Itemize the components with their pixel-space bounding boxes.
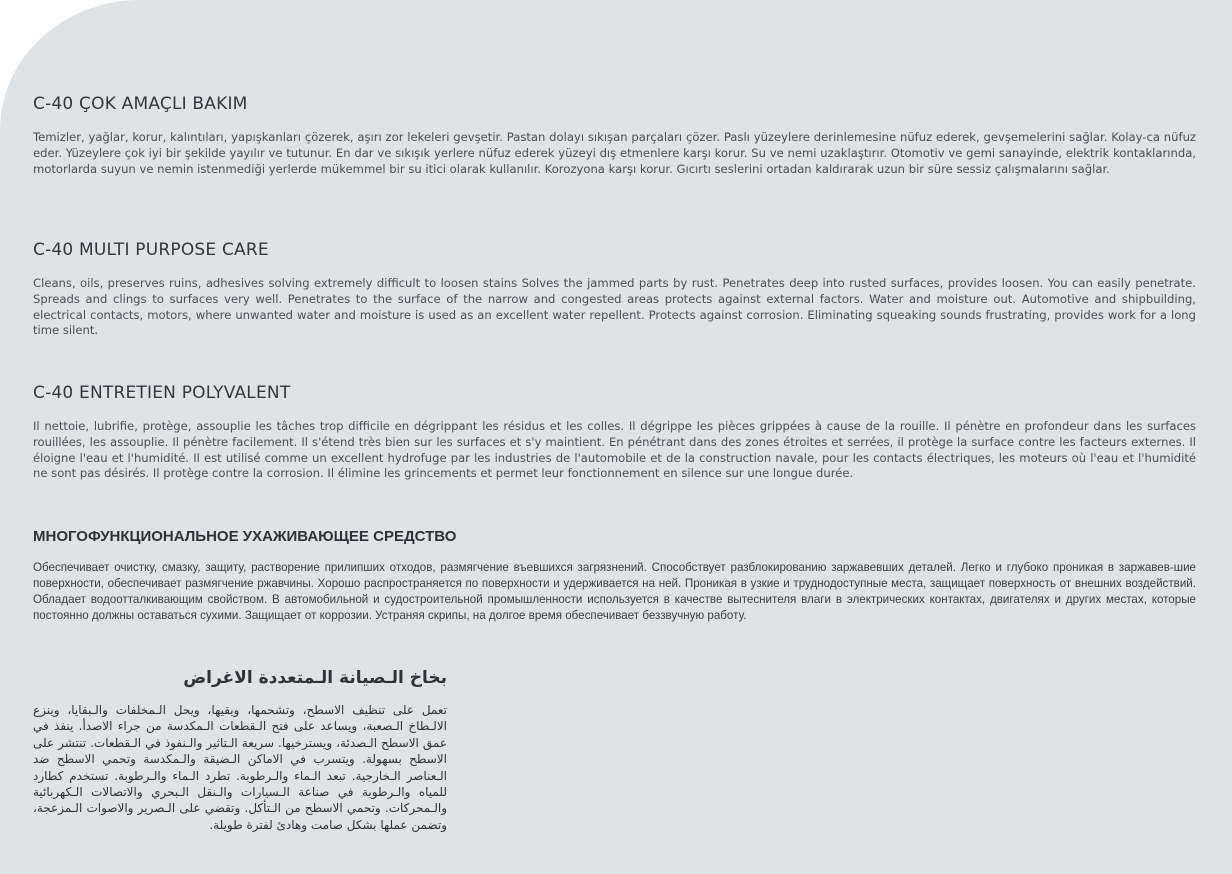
section-english bbox=[33, 240, 1196, 339]
body-english: Cleans, oils, preserves ruins, adhesives solving extremely difficult to loosen stains Solves the jammed parts by rust. Penetrates deep into rusted surfaces, provides loosen. You can easily penetrate. Spreads and clings to surfaces very well. Penetrates to the surface of the narrow and congested areas protects against external factors. Water and moisture out. Automotive and shipbuilding, electrical contacts, motors, where unwanted water and moisture is used as an excellent water repellent. Protects against corrosion. Eliminating squeaking sounds frustrating, provides work for a long time silent. bbox=[33, 276, 1196, 338]
body-russian: Обеспечивает очистку, смазку, защиту, растворение прилипших отходов, размягчение въевшихся загрязнений. Способствует разблокированию заржавевших деталей. Легко и глубоко проникая в заржавев-шие поверхности, обеспечивает размягчение ржавчины. Хорошо распространяется по поверхности и удерживается на ней. Проникая в узкие и труднодоступные места, защищает поверхность от внешних воздействий. Обладает водоотталкивающим свойством. В автомобильной и судостроительной промышленности используется в качестве вытеснителя влаги в электрических контактах, двигателях и других местах, которые постоянно должны оставаться сухими. Защищает от коррозии. Устраняя скрипы, на долгое время обеспечивает беззвучную работу. bbox=[33, 561, 1196, 622]
body-french: Il nettoie, lubrifie, protège, assouplie les tâches trop difficile en dégrippant les résidus et les colles. Il dégrippe les pièces grippées à cause de la rouille. Il pénètre en profondeur dans les surfaces rouillées, les assouplie. Il pénètre facilement. Il s'étend très bien sur les surfaces et s'y maintient. En pénétrant dans des zones étroites et serrées, il protège la surface contre les facteurs externes. Il éloigne l'eau et l'humidité. Il est utilisé comme un excellent hydrofuge par les industries de l'automobile et de la construction navale, pour les contacts électriques, les moteurs où l'eau et l'humidité ne sont pas désirés. Il protège contre la corrosion. Il élimine les grincements et permet leur fonctionnement en silence sur une longue durée. bbox=[33, 419, 1196, 481]
section-arabic bbox=[33, 666, 447, 833]
section-french bbox=[33, 383, 1196, 482]
body-turkish: Temizler, yağlar, korur, kalıntıları, yapışkanları çözerek, aşırı zor lekeleri gevşetir. Pastan dolayı sıkışan parçaları çözer. Paslı yüzeylere derinlemesine nüfuz ederek, gevşemelerini sağlar. Kolay-ca nüfuz eder. Yüzeylere çok iyi bir şekilde yayılır ve tutunur. En dar ve sıkışık yerlere nüfuz ederek yüzeyi dış etmenlere karşı korur. Su ve nemi uzaklaştırır. Otomotiv ve gemi sanayinde, elektrik kontaklarında, motorlarda suyun ve nemin istenmediği yerlerde mükemmel bir su itici olarak kullanılır. Korozyona karşı korur. Gıcırtı seslerini ortadan kaldırarak uzun bir süre sessiz çalışmalarını sağlar. bbox=[33, 130, 1196, 176]
section-turkish bbox=[33, 94, 1196, 177]
heading-french: C-40 ENTRETIEN POLYVALENT bbox=[33, 383, 291, 403]
heading-russian: МНОГОФУНКЦИОНАЛЬНОЕ УХАЖИВАЮЩЕЕ СРЕДСТВО bbox=[33, 528, 457, 545]
heading-arabic: بخاخ الـصيانة الـمتعددة الاغراض bbox=[183, 668, 447, 688]
section-russian bbox=[33, 528, 1196, 624]
heading-english: C-40 MULTI PURPOSE CARE bbox=[33, 240, 269, 260]
heading-turkish: C-40 ÇOK AMAÇLI BAKIM bbox=[33, 94, 248, 114]
body-arabic: تعمل على تنظيف الاسطح، وتشحمها، ويقيها، ويحل الـمخلفات والـبقايا، وينزع الالـطاخ الـصعبة، ويساعد على فتح الـقطعات الـمكدسة من جراء الاصدأ. ينفذ في عمق الاسطح الـصدئة، ويسترخيها. سريعة الـتاثير والـنفوذ في الـقطعات. تنتشر على الاسطح بسهولة. ويتسرب في الاماكن الـضيقة والـمكدسة وتحمي الاسطح ضد الـعناصر الـخارجية. تبعد الـماء والـرطوبة. تطرد الـماء والـرطوبة. تستخدم كطارد للمياه والـرطوبة في صناعة الـسيارات والـنقل الـبحري والاتصالات الـكهربائية والـمحركات. وتحمي الاسطح من الـتأكل. وتقضي على الـصرير والاصوات الـمزعجة، وتضمن عملها بشكل صامت وهادئ لفترة طويلة. bbox=[33, 703, 447, 832]
